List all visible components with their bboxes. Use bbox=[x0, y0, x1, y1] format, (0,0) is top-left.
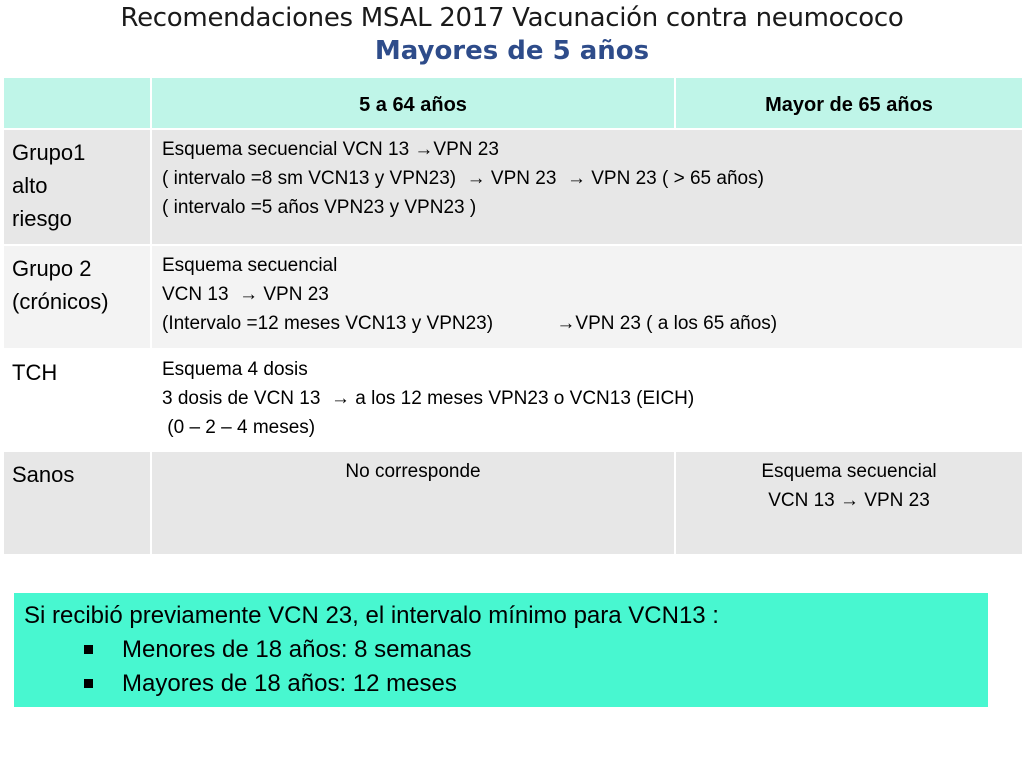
note-bullet-2: Mayores de 18 años: 12 meses bbox=[24, 667, 988, 701]
sanos-65-plus-cell: Esquema secuencial VCN 13 → VPN 23 bbox=[675, 451, 1023, 555]
header-5-64: 5 a 64 años bbox=[151, 77, 675, 129]
table-header-row bbox=[3, 77, 1023, 129]
title-line-2: Mayores de 5 años bbox=[374, 35, 650, 66]
note-bullet-1: Menores de 18 años: 8 semanas bbox=[24, 633, 988, 667]
vaccination-table bbox=[2, 76, 1024, 556]
row-label-sanos: Sanos bbox=[3, 451, 151, 555]
interval-note-box bbox=[14, 593, 988, 707]
row-label-grupo1: Grupo1 alto riesgo bbox=[3, 129, 151, 245]
row-label-tch: TCH bbox=[3, 349, 151, 451]
bullet-square-icon bbox=[84, 679, 93, 688]
row-content-tch: Esquema 4 dosis 3 dosis de VCN 13 → a los 12 meses VPN23 o VCN13 (EICH) (0 – 2 – 4 meses) bbox=[151, 349, 1023, 451]
row-label-grupo2: Grupo 2 (crónicos) bbox=[3, 245, 151, 349]
header-empty-cell bbox=[3, 77, 151, 129]
note-intro: Si recibió previamente VCN 23, el intervalo mínimo para VCN13 : bbox=[24, 602, 719, 629]
sanos-5-64-cell: No corresponde bbox=[151, 451, 675, 555]
row-content-grupo2: Esquema secuencial VCN 13 → VPN 23 (Intervalo =12 meses VCN13 y VPN23) →VPN 23 ( a los 65 años) bbox=[151, 245, 1023, 349]
bullet-square-icon bbox=[84, 645, 93, 654]
title-line-1: Recomendaciones MSAL 2017 Vacunación contra neumococo bbox=[120, 3, 904, 33]
table-row-tch bbox=[3, 349, 1023, 451]
slide-title bbox=[0, 2, 1024, 67]
table-row-grupo1 bbox=[3, 129, 1023, 245]
row-content-grupo1: Esquema secuencial VCN 13 →VPN 23 ( intervalo =8 sm VCN13 y VPN23) → VPN 23 → VPN 23 ( > 65 años) ( intervalo =5 años VPN23 y VPN23 ) bbox=[151, 129, 1023, 245]
table-row-grupo2 bbox=[3, 245, 1023, 349]
table-row-sanos bbox=[3, 451, 1023, 555]
header-65-plus: Mayor de 65 años bbox=[675, 77, 1023, 129]
